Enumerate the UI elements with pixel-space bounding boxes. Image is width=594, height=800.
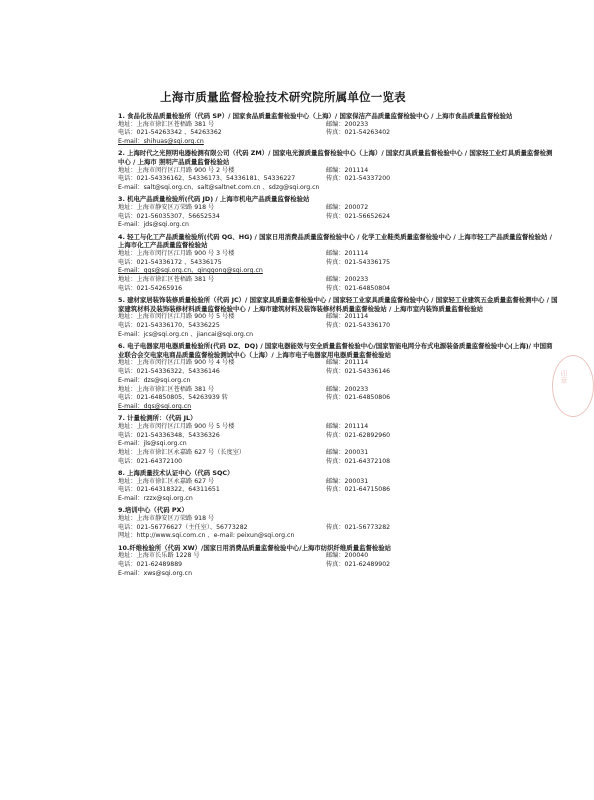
contact-left: 电话：021-64372100 <box>118 457 183 465</box>
unit-heading: 6. 电子电器家用电器质量检验所(代码 DZ、DQ) / 国家电器能效与安全质量监督检验中心/国家智能电网分布式电源装备质量监督检验中心(上海)/ 中国商业联合会交电家电商品质量监督检验测试中心（上海）/ 上海市电子电器家用电器质量监督检验站 <box>118 342 553 359</box>
unit-section <box>118 112 558 147</box>
unit-heading: 10.纤维检验所（代码 XW）/国家日用消费品质量监督检验中心/上海市纺织纤维质量监督检验站 <box>118 543 392 552</box>
contact-right: 传真：021-54336146 <box>326 368 391 376</box>
contact-row <box>118 267 558 276</box>
contact-row <box>118 129 558 138</box>
contact-left: E-mail：salt@sqi.org.cn、salt@saltnet.com.cn 、sdzg@sqi.org.cn <box>118 184 320 192</box>
contact-right: 邮编：200233 <box>326 120 369 128</box>
contact-row <box>118 394 558 403</box>
contact-right <box>326 221 558 230</box>
contact-right: 传真：021-62892960 <box>326 431 391 439</box>
contact-left: 网址：http://www.sqi.com.cn 、e-mail: peixun@sqi.org.cn <box>118 532 295 540</box>
unit-section <box>118 233 558 294</box>
contact-right <box>326 570 558 579</box>
contact-row <box>118 276 558 285</box>
unit-heading: 7. 计量检测所：（代码 JL） <box>118 414 197 423</box>
contact-row <box>118 138 558 147</box>
contact-row <box>118 221 558 230</box>
contact-left: E-mail：jls@sqi.org.cn <box>118 440 187 448</box>
unit-section <box>118 544 558 579</box>
contact-row <box>118 322 558 331</box>
contact-left: 电话：021-54336162、54336173、54336181、54336227 <box>118 175 296 183</box>
contact-left: E-mail：xws@sqi.org.cn <box>118 569 192 577</box>
contact-right <box>326 267 558 276</box>
contact-left: 电话：021-54265916 <box>118 284 183 292</box>
contact-right <box>326 331 558 340</box>
unit-heading: 9.培训中心（代码 PX） <box>118 506 188 515</box>
contact-row <box>118 532 558 541</box>
unit-section <box>118 469 558 504</box>
contact-row <box>118 570 558 579</box>
unit-section <box>118 342 558 412</box>
stamp-mark <box>552 355 594 417</box>
unit-heading: 1. 食品化妆品质量检验所（代码 SP）/ 国家食品质量监督检验中心（上海）/ 国家保洁产品质量监督检验中心 / 上海市食品质量监督检验站 <box>118 112 513 120</box>
contact-left: 地址：上海市静安区万荣路 918 号 <box>118 514 215 522</box>
contact-right: 传真：021-54263402 <box>326 129 391 137</box>
contact-row <box>118 495 558 504</box>
contact-right: 传真：021-54337200 <box>326 175 391 183</box>
contact-right: 邮编：201114 <box>326 422 369 430</box>
contact-right: 邮编：201114 <box>326 313 369 321</box>
contact-row <box>118 313 558 322</box>
contact-row <box>118 250 558 259</box>
contact-left: E-mail：dzs@sqi.org.cn <box>118 376 191 384</box>
contact-row <box>118 449 558 458</box>
contact-row <box>118 204 558 213</box>
contact-right: 传真：021-62489902 <box>326 560 391 568</box>
contact-left: 地址：上海市徐汇区永嘉路 627 号 <box>118 477 215 485</box>
contact-left: 地址：上海市徐汇区永嘉路 627 号（长度室） <box>118 449 246 457</box>
contact-right: 传真：021-54336175 <box>326 258 391 266</box>
contact-right: 邮编：200233 <box>326 385 369 393</box>
contact-left: 地址：上海市徐汇区苍梧路 381 号 <box>118 385 215 393</box>
contact-left: 电话：021-56035307、56652534 <box>118 212 220 220</box>
contact-left: E-mail：jcs@sqi.org.cn 、jiancai@sqi.org.cn <box>118 330 254 338</box>
contact-right <box>326 377 558 386</box>
contact-left[interactable]: E-mail：dqs@sqi.org.cn <box>118 403 192 410</box>
contact-left: 电话：021-54336322、54336146 <box>118 368 220 376</box>
contact-row <box>118 386 558 395</box>
unit-section <box>118 506 558 541</box>
contact-row <box>118 331 558 340</box>
contact-right: 邮编：201114 <box>326 359 369 367</box>
contact-right: 传真：021-64372108 <box>326 457 391 465</box>
contact-left: 地址：上海市闵行区江月路 900 号 5 号楼 <box>118 422 235 430</box>
contact-left: 电话：021-54263342 、54263362 <box>118 129 222 137</box>
contact-row <box>118 285 558 294</box>
unit-heading: 4. 轻工与化工产品质量检验所(代码 QG、HG) / 国家日用消费品质量监督检验中心 / 化学工业鞋类质量监督检验中心 / 上海市轻工产品质量监督检验站 / 上海市化工产品质量监督检验站 <box>118 232 553 250</box>
contact-right: 传真：021-54336170 <box>326 322 391 330</box>
contact-right: 传真：021-64715086 <box>326 486 391 494</box>
contact-left: 电话：021-64850805、54263939 转 <box>118 394 228 402</box>
contact-row <box>118 368 558 377</box>
contact-left: E-mail：rzzx@sqi.org.cn <box>118 495 193 503</box>
contact-row <box>118 359 558 368</box>
unit-section <box>118 296 558 340</box>
contact-right: 邮编：200031 <box>326 477 369 485</box>
contact-left: 地址：上海市闵行区江月路 900 号 3 号楼 <box>118 250 235 258</box>
page-title: 上海市质量监督检验技术研究院所属单位一览表 <box>160 90 406 104</box>
contact-row <box>118 432 558 441</box>
contact-row <box>118 515 558 524</box>
contact-row <box>118 486 558 495</box>
unit-section <box>118 414 558 466</box>
contact-right: 传真：021-64850804 <box>326 284 391 292</box>
contact-left: 地址：上海市静安区万荣路 918 号 <box>118 204 215 212</box>
contact-left: 电话：021-64318322、64311651 <box>118 486 220 494</box>
contact-left: 地址：上海市徐汇区苍梧路 381 号 <box>118 276 215 284</box>
contact-right: 邮编：200031 <box>326 449 369 457</box>
contact-row <box>118 552 558 561</box>
contact-row <box>118 561 558 570</box>
contact-row <box>118 440 558 449</box>
contact-right: 传真：021-56773282 <box>326 523 391 531</box>
contact-right: 邮编：200072 <box>326 204 369 212</box>
contact-row <box>118 458 558 467</box>
contact-left: 地址：上海市闵行区江月路 900 号 4 号楼 <box>118 359 235 367</box>
unit-section <box>118 149 558 193</box>
contact-row <box>118 377 558 386</box>
unit-heading: 5. 建材家居装饰装修质量检验所（代码 JC）/ 国家家具质量监督检验中心 / 国家轻工业家具质量监督检验中心 / 国家轻工业建筑五金质量监督检测中心 / 国家建筑材料及装饰装修材料质量监督检验中心 / 上海市建筑材料及装饰装修材料质量监督检验站 / 上海市室内装饰质量监督检验站 <box>118 296 558 313</box>
contact-left: 电话：021-62489889 <box>118 560 183 568</box>
contact-left: 地址：上海市长乐路 1228 号 <box>118 552 200 560</box>
contact-row <box>118 423 558 432</box>
contact-right <box>326 495 558 504</box>
contact-left: 电话：021-54336170、54336225 <box>118 322 220 330</box>
unit-heading: 3. 机电产品质量检验所(代码 JD) / 上海市机电产品质量监督检验站 <box>118 195 310 204</box>
contact-right: 邮编：200233 <box>326 276 369 284</box>
unit-list <box>118 112 558 581</box>
unit-heading: 8. 上海质量技术认证中心（代码 SQC） <box>118 468 234 477</box>
contact-right <box>326 532 558 541</box>
contact-right <box>326 184 558 193</box>
contact-row <box>118 403 558 412</box>
contact-right: 邮编：200040 <box>326 552 369 560</box>
contact-right: 传真：021-64850806 <box>326 394 391 402</box>
unit-heading: 2. 上海时代之光照明电器检测有限公司（代码 ZM）/ 国家电光源质量监督检验中心（上海）/ 国家灯具质量监督检验中心 / 国家轻工业灯具质量监督检测中心 / 上海市 照明产品质量监督检验站 <box>118 149 553 167</box>
contact-left[interactable]: E-mail：qgs@sqi.org.cn、qinggong@sqi.org.cn <box>118 267 263 275</box>
contact-right: 邮编：201114 <box>326 166 369 174</box>
contact-right: 邮编：201114 <box>326 250 369 258</box>
contact-left: 电话：021-54336172 、54336175 <box>118 258 222 266</box>
contact-right <box>326 403 558 412</box>
stamp-text: 印章 <box>560 370 568 384</box>
unit-section <box>118 195 558 230</box>
contact-left: 地址：上海市闵行区江月路 900 号 2 号楼 <box>118 166 235 174</box>
contact-right: 传真：021-56652624 <box>326 212 391 220</box>
contact-left: 电话：021-56776627（主任室）、56773282 <box>118 523 248 531</box>
contact-left: E-mail：jds@sqi.org.cn <box>118 221 189 229</box>
contact-right <box>326 440 558 449</box>
contact-row <box>118 184 558 193</box>
contact-left: 地址：上海市闵行区江月路 900 号 5 号楼 <box>118 313 235 321</box>
contact-right <box>326 515 558 524</box>
contact-row <box>118 175 558 184</box>
contact-left: 地址：上海市徐汇区苍梧路 381 号 <box>118 120 215 128</box>
contact-right <box>326 138 558 147</box>
contact-left[interactable]: E-mail：shihuas@sqi.org.cn <box>118 138 204 146</box>
contact-left: 电话：021-54336348、54336326 <box>118 431 220 439</box>
